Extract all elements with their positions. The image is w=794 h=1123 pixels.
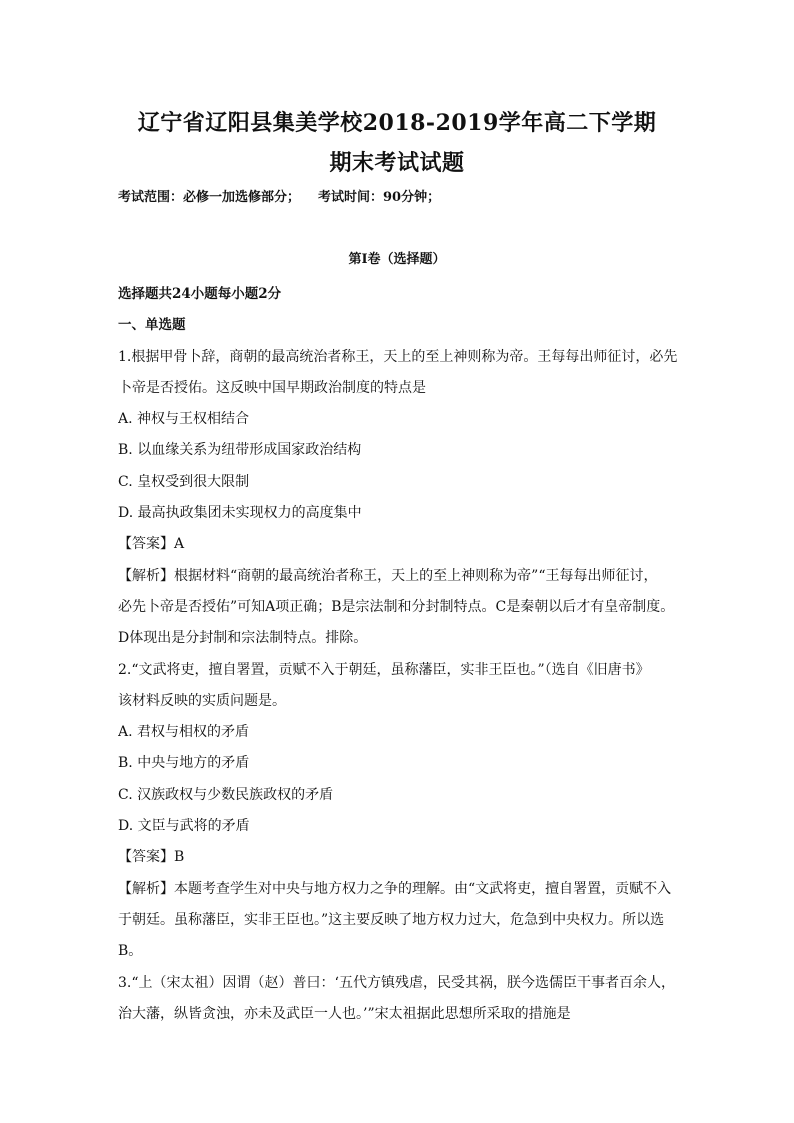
text-line: 3.“上（宋太祖）因谓（赵）普曰：‘五代方镇残虐，民受其祸，朕今选儒臣干事者百余人， bbox=[118, 974, 675, 991]
text-line: 选择题共24小题每小题2分 bbox=[118, 286, 282, 302]
text-line: D. 文臣与武将的矛盾 bbox=[118, 818, 250, 835]
text-line: B. 以血缘关系为纽带形成国家政治结构 bbox=[118, 442, 362, 459]
text-line: 2.“文武将吏，擅自署置，贡赋不入于朝廷，虽称藩臣，实非王臣也。”（选自《旧唐书》 bbox=[118, 661, 650, 678]
question-content bbox=[118, 279, 678, 1030]
text-line: 治大藩，纵皆贪浊，亦未及武臣一人也。’”宋太祖据此思想所采取的措施是 bbox=[118, 1005, 571, 1022]
exam-info bbox=[118, 186, 440, 205]
exam-time: 考试时间：90分钟； bbox=[318, 190, 441, 205]
text-line: 必先卜帝是否授佑”可知A项正确；B是宗法制和分封制特点。C是秦朝以后才有皇帝制度。 bbox=[118, 598, 675, 615]
text-line: 【解析】根据材料“商朝的最高统治者称王，天上的至上神则称为帝”“王每每出师征讨， bbox=[118, 567, 658, 584]
document-title-line2: 期末考试试题 bbox=[329, 150, 465, 176]
text-line: A. 君权与相权的矛盾 bbox=[118, 724, 250, 741]
text-line: A. 神权与王权相结合 bbox=[118, 411, 250, 428]
text-line: B。 bbox=[118, 943, 143, 960]
text-line: 【答案】B bbox=[118, 849, 185, 866]
text-line: B. 中央与地方的矛盾 bbox=[118, 755, 250, 772]
text-line: 一、单选题 bbox=[118, 317, 186, 334]
text-line: 【解析】本题考查学生对中央与地方权力之争的理解。由“文武将吏，擅自署置，贡赋不入 bbox=[118, 880, 672, 897]
text-line: 卜帝是否授佑。这反映中国早期政治制度的特点是 bbox=[118, 379, 426, 396]
text-line: 该材料反映的实质问题是。 bbox=[118, 692, 286, 709]
exam-scope: 考试范围：必修一加选修部分； bbox=[118, 190, 301, 205]
text-line: 【答案】A bbox=[118, 536, 185, 553]
section-title: 第Ⅰ卷（选择题） bbox=[348, 252, 446, 267]
text-line: 于朝廷。虽称藩臣，实非王臣也。”这主要反映了地方权力过大，危急到中央权力。所以选 bbox=[118, 911, 665, 928]
document-title-line1: 辽宁省辽阳县集美学校2018-2019学年高二下学期 bbox=[137, 110, 657, 136]
text-line: D体现出是分封制和宗法制特点。排除。 bbox=[118, 630, 368, 647]
text-line: 1.根据甲骨卜辞，商朝的最高统治者称王，天上的至上神则称为帝。王每每出师征讨，必先 bbox=[118, 348, 678, 365]
text-line: C. 皇权受到很大限制 bbox=[118, 473, 250, 490]
text-line: D. 最高执政集团未实现权力的高度集中 bbox=[118, 505, 362, 522]
text-line: C. 汉族政权与少数民族政权的矛盾 bbox=[118, 786, 334, 803]
